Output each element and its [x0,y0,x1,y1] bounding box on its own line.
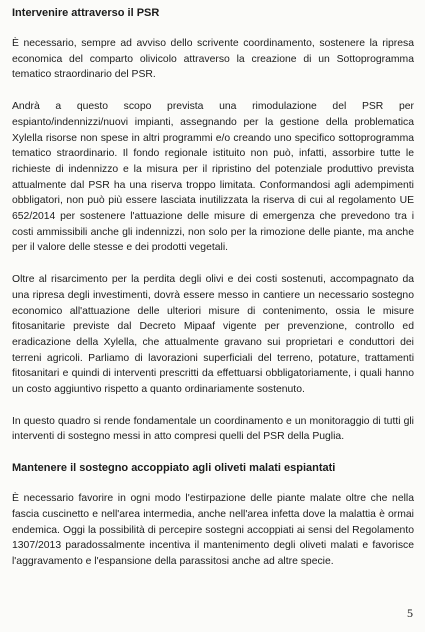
page-number: 5 [407,606,413,620]
paragraph: È necessario favorire in ogni modo l'estirpazione delle piante malate oltre che nella fascia cuscinetto e nell'area intermedia, anche nell'area infetta dove la malattia è ormai endemica. Oggi la possibilità di percepire sostegni accoppiati ai sensi del Regolamento 1307/2013 paradossalmente incentiva il mantenimento degli oliveti malati e favorisce l'aggravamento e l'espansione della parassitosi anche ad altre specie. [12,493,414,567]
paragraph: In questo quadro si rende fondamentale un coordinamento e un monitoraggio di tutti gli interventi di sostegno messi in atto compresi quelli del PSR della Puglia. [12,415,414,443]
paragraph: Andrà a questo scopo prevista una rimodulazione del PSR per espianto/indennizzi/nuovi impianti, assegnando per la gestione della problematica Xylella risorse non spese in altri programmi e/o creando uno specifico sottoprogramma tematico straordinario. Il fondo regionale istituito non può, infatti, assorbire tutte le richieste di indennizzo e la misura per il ripristino del potenziale produttivo prevista attualmente dal PSR ha una riserva troppo limitata. Conformandosi agli adempimenti obbligatori, non può più essere lasciata inutilizzata la riserva di cui al regolamento UE 652/2014 per sostenere l'attuazione delle misure di emergenza che prevedono tra i costi ammissibili anche gli indennizzi, non solo per la rimozione delle piante, ma anche per il valore delle stesse e dei prodotti vegetali. [12,101,414,254]
paragraph: Oltre al risarcimento per la perdita degli olivi e dei costi sostenuti, accompagnato da una ripresa degli investimenti, dovrà essere messo in cantiere un necessario sostegno economico all'attuazione delle ulteriori misure di contenimento, ossia le misure fitosanitarie previste dal Decreto Mipaaf vigente per prevenzione, controllo ed eradicazione della Xylella, che attualmente gravano sui proprietari e conduttori dei terreni agricoli. Parliamo di lavorazioni superficiali del terreno, potature, trattamenti fitosanitari e quindi di interventi prescritti da effettuarsi obbligatoriamente, i quali hanno un costo aggiuntivo rispetto a quanto ordinariamente sostenuto. [12,274,414,396]
paragraph: È necessario, sempre ad avviso dello scrivente coordinamento, sostenere la ripresa economica del comparto olivicolo attraverso la creazione di un Sottoprogramma tematico straordinario del PSR. [12,38,414,81]
section-title: Intervenire attraverso il PSR [12,7,160,19]
section-title: Mantenere il sostegno accoppiato agli oliveti malati espiantati [12,462,336,475]
document-page [12,6,414,570]
